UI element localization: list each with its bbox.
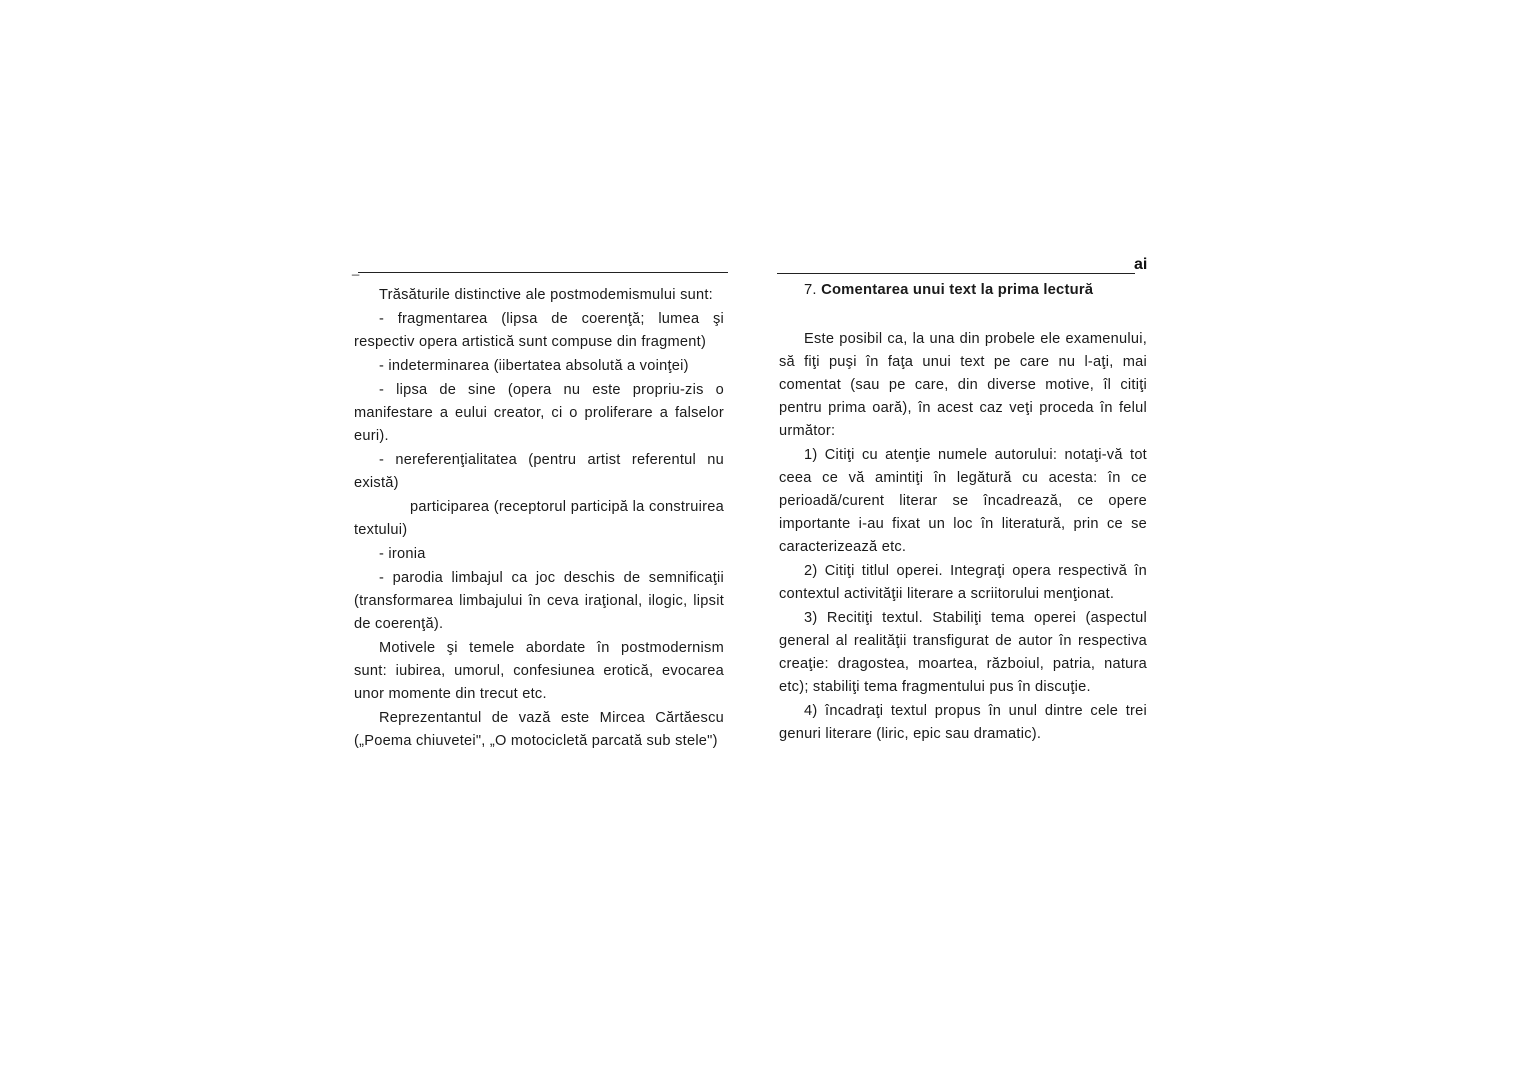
- paragraph: Motivele şi temele abordate în postmodernism sunt: iubirea, umorul, confesiunea erotică, evocarea unor momente din trecut etc.: [354, 640, 724, 702]
- list-item: 3) Recitiţi textul. Stabiliţi tema operei (aspectul general al realităţii transfigurat de autor în respectiva creaţie: dragostea, moartea, războiul, patria, natura etc); stabiliţi tema fragmentului pus în discuţie.: [779, 610, 1147, 695]
- section-number: 7.: [804, 282, 817, 298]
- section-title: Comentarea unui text la prima lectură: [821, 282, 1094, 298]
- paragraph: Reprezentantul de vază este Mircea Cărtăescu („Poema chiuvetei", „O motocicletă parcată sub stele"): [354, 710, 724, 749]
- section-heading: [804, 282, 1093, 298]
- left-header-rule: [358, 272, 728, 273]
- right-corner-mark: ai: [1134, 256, 1148, 273]
- list-item: - indeterminarea (iibertatea absolută a voinţei): [379, 358, 689, 374]
- list-item: - parodia limbajul ca joc deschis de semnificaţii (transformarea limbajului în ceva iraţional, ilogic, lipsit de coerenţă).: [354, 570, 724, 632]
- list-item: - nereferenţialitatea (pentru artist referentul nu există): [354, 452, 724, 491]
- right-header-rule: [777, 273, 1135, 274]
- list-item: 2) Citiţi titlul operei. Integraţi opera respectivă în contextul activităţii literare a scriitorului menţionat.: [779, 563, 1147, 602]
- list-item: - fragmentarea (lipsa de coerenţă; lumea şi respectiv opera artistică sunt compuse din fragment): [354, 311, 724, 350]
- list-item: participarea (receptorul participă la construirea textului): [354, 499, 724, 538]
- paragraph: Este posibil ca, la una din probele ele examenului, să fiţi puşi în faţa unui text pe care nu l-aţi, mai comentat (sau pe care, din diverse motive, îl citiţi pentru prima oară), în acest caz veţi proceda în felul următor:: [779, 331, 1147, 439]
- left-corner-mark: _: [352, 261, 360, 276]
- paragraph: Trăsăturile distinctive ale postmodemismului sunt:: [379, 287, 713, 303]
- list-item: - lipsa de sine (opera nu este propriu-zis o manifestare a eului creator, ci o proliferare a falselor euri).: [354, 382, 724, 444]
- list-item: - ironia: [379, 546, 426, 562]
- right-body-text: [779, 328, 1147, 747]
- left-body-text: [354, 284, 724, 754]
- list-item: 4) încadraţi textul propus în unul dintre cele trei genuri literare (liric, epic sau dramatic).: [779, 703, 1147, 742]
- list-item: 1) Citiţi cu atenţie numele autorului: notaţi-vă tot ceea ce vă amintiţi în legătură cu acesta: în ce perioadă/curent literar se încadrează, ce opere importante i-au fixat un loc în literatură, prin ce se caracterizează etc.: [779, 447, 1147, 555]
